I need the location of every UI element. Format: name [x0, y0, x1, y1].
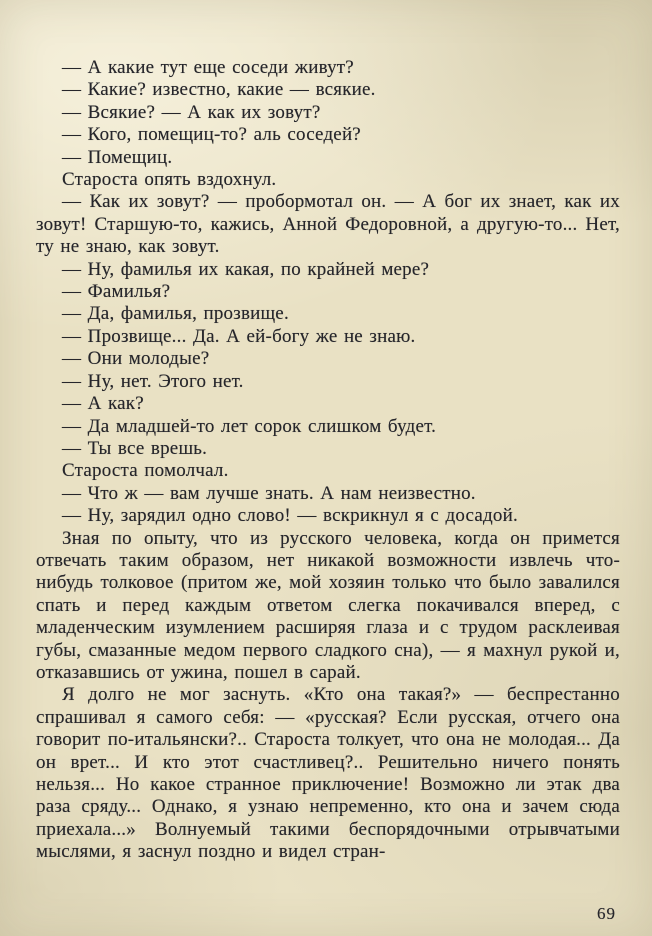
dialog-line: — Да, фамилья, прозвище. — [62, 303, 289, 325]
dialog-line: — А какие тут еще соседи живут? — [62, 57, 354, 78]
dialog-line: — Что ж — вам лучше знать. А нам неизвестно. — [62, 482, 476, 504]
prose-paragraph: Я долго не мог заснуть. «Кто она такая?» — беспрестанно спрашивал я самого себя: — «русская? Если русская, отчего она говорит по-итальянски?.. Староста толкует, что она не молодая... Да он врет... И кто этот счастливец?.. Решительно ничего понять нельзя... Но какое странное приключение! Возможно ли этак два раза сряду... Однако, я узнаю непременно, кто она и зачем сюда приехала...» Волнуемый такими беспорядочными отрывчатыми мыслями, я заснул поздно и видел стран- — [36, 684, 620, 863]
dialog-line: — А как? — [62, 393, 144, 415]
dialog-line: — Фамилья? — [62, 281, 171, 303]
prose-paragraph: Зная по опыту, что из русского человека, когда он примется отвечать таким образом, нет никакой возможности извлечь что-нибудь толковое (притом же, мой хозяин только что было завалился спать и перед каждым ответом слегка покачивался вперед, с младенческим изумлением расширяя глаза и с трудом расклеивая губы, смазанные медом первого сладкого сна), — я махнул рукой и, отказавшись от ужина, пошел в сарай. — [36, 527, 620, 683]
dialog-line: — Ты все врешь. — [62, 437, 208, 459]
dialog-line: — Кого, помещиц-то? аль соседей? — [62, 124, 361, 146]
dialog-line: — Ну, нет. Этого нет. — [62, 370, 244, 392]
dialog-line: — Они молодые? — [62, 348, 210, 370]
dialog-line: — Ну, зарядил одно слово! — вскрикнул я с досадой. — [62, 505, 518, 527]
page-text — [36, 57, 620, 864]
dialog-line: — Да младшей-то лет сорок слишком будет. — [62, 415, 437, 437]
dialog-line: — Ну, фамилья их какая, по крайней мере? — [62, 258, 430, 280]
narration-line: Староста помолчал. — [62, 460, 229, 482]
dialog-line: — Помещиц. — [62, 146, 173, 168]
page-number: 69 — [597, 904, 616, 923]
dialog-line: — Всякие? — А как их зовут? — [62, 101, 321, 123]
dialog-line: — Прозвище... Да. А ей-богу же не знаю. — [62, 325, 416, 347]
dialog-paragraph: — Как их зовут? — пробормотал он. — А бог их знает, как их зовут! Старшую-то, кажись, Анной Федоровной, а другую-то... Нет, ту не знаю, как зовут. — [36, 191, 620, 258]
narration-line: Староста опять вздохнул. — [62, 169, 277, 191]
dialog-line: — Какие? известно, какие — всякие. — [62, 79, 376, 101]
